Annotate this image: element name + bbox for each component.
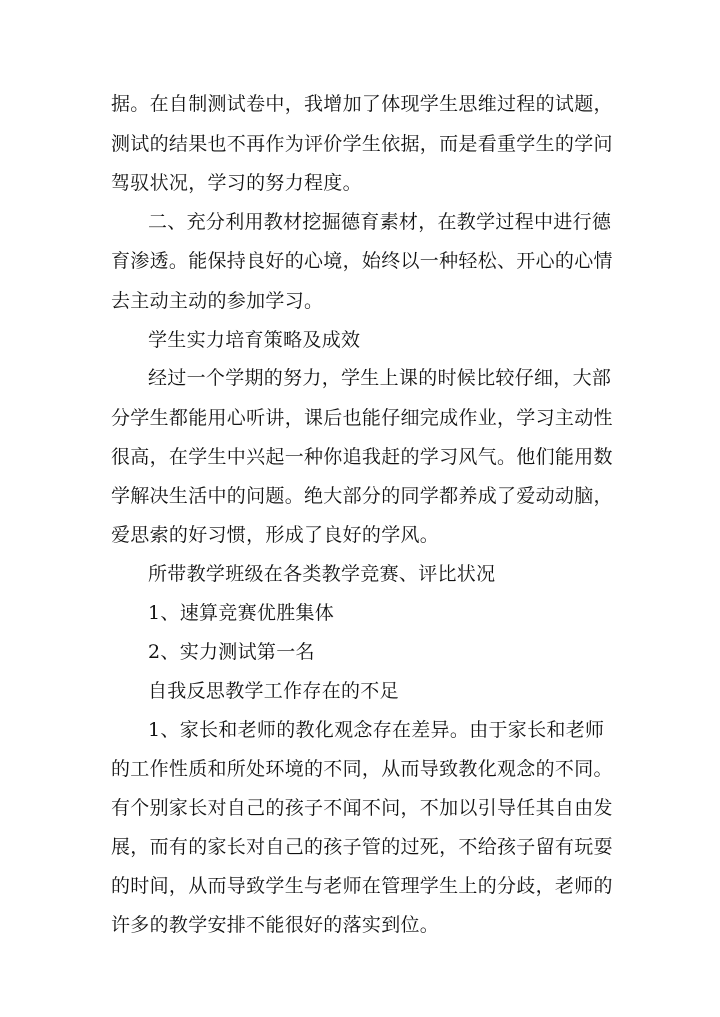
text-line: 学解决生活中的问题。绝大部分的同学都养成了爱动动脑， — [111, 485, 613, 507]
paragraph-start-line: 经过一个学期的努力，学生上课的时候比较仔细，大部 — [148, 367, 612, 389]
section-heading: 自我反思教学工作存在的不足 — [148, 680, 399, 702]
text-line: 很高，在学生中兴起一种你追我赶的学习风气。他们能用数 — [111, 446, 613, 468]
text-line: 许多的教学安排不能很好的落实到位。 — [111, 914, 440, 936]
list-item: 2、实力测试第一名 — [148, 641, 315, 663]
text-line: 的时间，从而导致学生与老师在管理学生上的分歧，老师的 — [111, 875, 613, 897]
text-line: 驾驭状况，学习的努力程度。 — [111, 172, 362, 194]
paragraph-start-line: 1、家长和老师的教化观念存在差异。由于家长和老师 — [148, 719, 605, 741]
text-line: 爱思索的好习惯，形成了良好的学风。 — [111, 524, 440, 546]
text-line: 测试的结果也不再作为评价学生依据，而是看重学生的学问 — [111, 133, 613, 155]
text-line: 据。在自制测试卷中，我增加了体现学生思维过程的试题， — [111, 93, 613, 115]
text-line: 的工作性质和所处环境的不同，从而导致教化观念的不同。 — [111, 758, 613, 780]
list-item: 1、速算竞赛优胜集体 — [148, 602, 335, 624]
section-heading: 学生实力培育策略及成效 — [148, 329, 361, 351]
text-line: 展，而有的家长对自己的孩子管的过死，不给孩子留有玩耍 — [111, 836, 613, 858]
text-line: 有个别家长对自己的孩子不闻不问，不加以引导任其自由发 — [111, 797, 613, 819]
text-line: 育渗透。能保持良好的心境，始终以一种轻松、开心的心情 — [111, 250, 613, 272]
text-line: 分学生都能用心听讲，课后也能仔细完成作业，学习主动性 — [111, 407, 613, 429]
text-line: 去主动主动的参加学习。 — [111, 290, 324, 312]
section-heading: 所带教学班级在各类教学竞赛、评比状况 — [148, 563, 496, 585]
paragraph-start-line: 二、充分利用教材挖掘德育素材，在教学过程中进行德 — [148, 211, 612, 233]
